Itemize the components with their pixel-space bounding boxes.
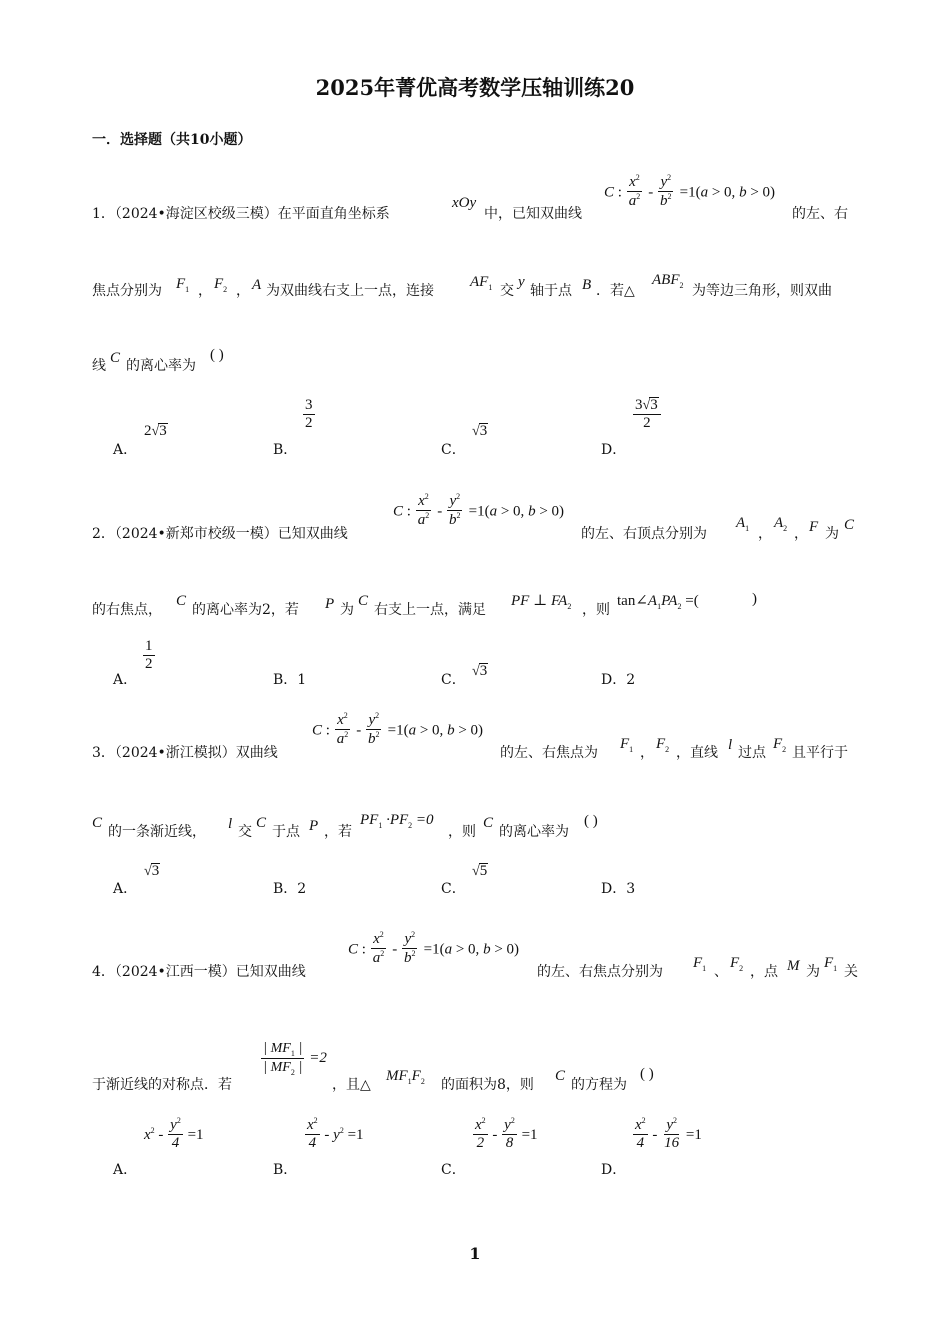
q3-option-c [441,878,466,898]
q3-text: 的离心率为 [499,824,569,840]
q1-F2: $F_2$ [214,276,228,294]
q4-text: 、 [714,964,728,980]
q3-option-d [601,878,635,898]
q2-stem-start: 2．（2024•新郑市校级一模）已知双曲线 [92,526,348,542]
q4-text: 的左、右焦点分别为 [537,964,663,980]
q3-text: 交 [238,824,252,840]
q3-P: P [309,818,319,834]
q1-hyperbola-equation: C : $\frac{x^2}{a^2}$ - $\frac{y^2}{b^2}$ =1(a > 0, b > 0) [604,173,776,210]
q1-text: 为等边三角形，则双曲 [692,283,832,299]
option-label: C． [441,881,466,897]
q2-text: ，则 [582,602,610,618]
q4-stem-start: 4．（2024•江西一模）已知双曲线 [92,964,306,980]
option-value: 2 [297,881,307,897]
q1-option-b-math: $\frac{3}{2}$ [305,397,313,432]
q3-text: 于点 [272,824,300,840]
q1-B: B [582,277,592,293]
q3-C: C [483,815,494,831]
q1-text: 轴于点 [530,283,572,299]
q1-option-c [441,439,466,459]
q1-option-d-math: 3 √ 3 2 [632,397,662,433]
q1-stem-start: 1．（2024•海淀区校级三模）在平面直角坐标系 [92,206,390,222]
q4-option-b [273,1159,297,1179]
q3-hyperbola-equation: C : $\frac{x^2}{a^2}$ - $\frac{y^2}{b^2}$ =1(a > 0, b > 0) [312,711,484,748]
option-label: B． [273,442,298,458]
q1-coord-system: xOy [452,195,477,211]
q4-text: ，且△ [332,1077,371,1093]
option-label: A． [113,442,138,458]
q1-text: 的离心率为 [126,358,196,374]
q3-C: C [256,815,267,831]
q3-C: C [92,815,103,831]
q3-F2: $F_2$ [656,736,670,754]
q1-C: C [110,350,121,366]
q3-text: 的一条渐近线， [108,824,206,840]
q2-A1: $A_1$ [736,515,750,533]
q4-text: 为 [806,964,820,980]
option-label: C． [441,1162,466,1178]
option-label: B． [273,881,298,897]
q3-option-a-math: √ 3 [144,863,160,880]
q1-stem-end: 的左、右 [792,206,848,222]
option-label: C． [441,442,466,458]
q4-option-c [441,1159,466,1179]
q3-text: ，则 [448,824,476,840]
q3-option-a [113,878,137,898]
q1-text: 线 [92,358,106,374]
option-value: 3 [626,881,636,897]
q4-text: 关 [844,964,858,980]
q3-stem-start: 3．（2024•浙江模拟）双曲线 [92,745,278,761]
option-label: A． [113,881,138,897]
q4-hyperbola-equation: C : $\frac{x^2}{a^2}$ - $\frac{y^2}{b^2}$ =1(a > 0, b > 0) [348,930,520,967]
q3-text: ，若 [324,824,352,840]
option-label: B． [273,672,298,688]
q3-text: 过点 [738,745,766,761]
q3-option-b [273,878,306,898]
q1-text: 焦点分别为 [92,283,162,299]
q4-option-a-math: $x^2$ - $\frac{y^2}{4}$ =1 [144,1116,204,1152]
q1-answer-blank: ( ) [210,347,224,363]
q1-text: ．若△ [596,283,635,299]
q2-C: C [176,593,187,609]
option-label: D． [601,881,627,897]
q4-option-d-math: $\frac{x^2}{4}$ - $\frac{y^2}{16}$ =1 [635,1116,702,1152]
q2-text: 为 [340,602,354,618]
q1-option-a [113,439,137,459]
q4-F2: $F_2$ [730,955,744,973]
q4-M: M [787,958,800,974]
q2-text: 右支上一点，满足 [374,602,486,618]
q3-answer-blank: ( ) [584,813,598,829]
q2-C: C [844,517,855,533]
q1-y: y [518,274,525,290]
q2-option-d [601,669,635,689]
q1-comma: ， [198,283,212,299]
q3-F2: $F_2$ [773,736,787,754]
q2-option-b [273,669,306,689]
q4-text: 的方程为 [571,1077,627,1093]
q4-ratio: $\frac{| MF_1 |}{| MF_2 |}$ =2 [263,1040,327,1078]
q4-F1: $F_1$ [693,955,707,973]
q3-l: l [728,737,733,753]
q2-C: C [358,593,369,609]
q1-ABF2: $ABF_2$ [652,272,684,290]
q3-text: 且平行于 [792,745,848,761]
q1-AF1: $AF_1$ [470,274,493,292]
q4-C: C [555,1068,566,1084]
section-heading: 一．选择题（共10小题） [92,132,252,148]
q1-option-d [601,439,626,459]
q1-option-c-math: √ 3 [472,423,488,440]
page-title: 2025年菁优高考数学压轴训练20 [315,75,635,100]
option-label: B． [273,1162,298,1178]
q1-option-b [273,439,297,459]
q1-A: A [252,277,262,293]
q2-condition: PF ⊥ $FA_2$ [511,593,572,611]
q4-option-a [113,1159,137,1179]
q2-expression: $\tan\angle A_1PA_2$ =( [617,593,699,611]
q2-text: 的离心率为2，若 [192,602,299,618]
option-label: D． [601,1162,627,1178]
q1-text: 交 [500,283,514,299]
q2-option-c-math: √ 3 [472,663,488,680]
option-label: C． [441,672,466,688]
q4-text: 于渐近线的对称点．若 [92,1077,232,1093]
page-number: 1 [469,1244,481,1263]
option-label: A． [113,1162,138,1178]
q3-l: l [228,816,233,832]
q4-option-c-math: $\frac{x^2}{2}$ - $\frac{y^2}{8}$ =1 [475,1116,538,1152]
q4-answer-blank: ( ) [640,1066,654,1082]
q3-text: ，直线 [676,745,718,761]
q4-text: 的面积为8，则 [441,1077,534,1093]
q2-F: F [809,519,819,535]
q4-option-b-math: $\frac{x^2}{4}$ - $y^2 =1$ [307,1116,364,1152]
q3-comma: ， [640,745,654,761]
q3-F1: $F_1$ [620,736,634,754]
q1-option-a-math: 2 √ 3 [144,423,167,440]
q1-text: 为双曲线右支上一点，连接 [266,283,434,299]
q2-answer-blank-close: ) [752,591,757,607]
q2-text: 为 [825,526,839,542]
q2-comma: ， [758,526,772,542]
q4-text: ，点 [750,964,778,980]
q2-option-a-math: $\frac{1}{2}$ [145,638,153,673]
q4-triangle: $MF_1F_2$ [386,1068,425,1086]
q4-F1: $F_1$ [824,955,838,973]
q1-comma-2: ， [236,283,250,299]
q3-text: 的左、右焦点为 [500,745,598,761]
q2-text: 的右焦点， [92,602,162,618]
option-label: D． [601,442,627,458]
q3-option-c-math: √ 5 [472,863,488,880]
q2-hyperbola-equation: C : $\frac{x^2}{a^2}$ - $\frac{y^2}{b^2}$ =1(a > 0, b > 0) [393,492,565,529]
option-label: D． [601,672,627,688]
option-label: A． [113,672,138,688]
option-value: 2 [626,672,636,688]
q2-P: P [325,596,335,612]
q1-stem-mid: 中，已知双曲线 [484,206,582,222]
q2-option-c [441,669,466,689]
q2-comma: ， [794,526,808,542]
q2-option-a [113,669,137,689]
option-value: 1 [297,672,307,688]
q1-F1: $F_1$ [176,276,190,294]
q2-A2: $A_2$ [774,515,788,533]
q4-option-d [601,1159,626,1179]
q2-text: 的左、右顶点分别为 [581,526,707,542]
q3-condition: $PF_1 \cdot PF_2 =0$ [360,812,434,830]
